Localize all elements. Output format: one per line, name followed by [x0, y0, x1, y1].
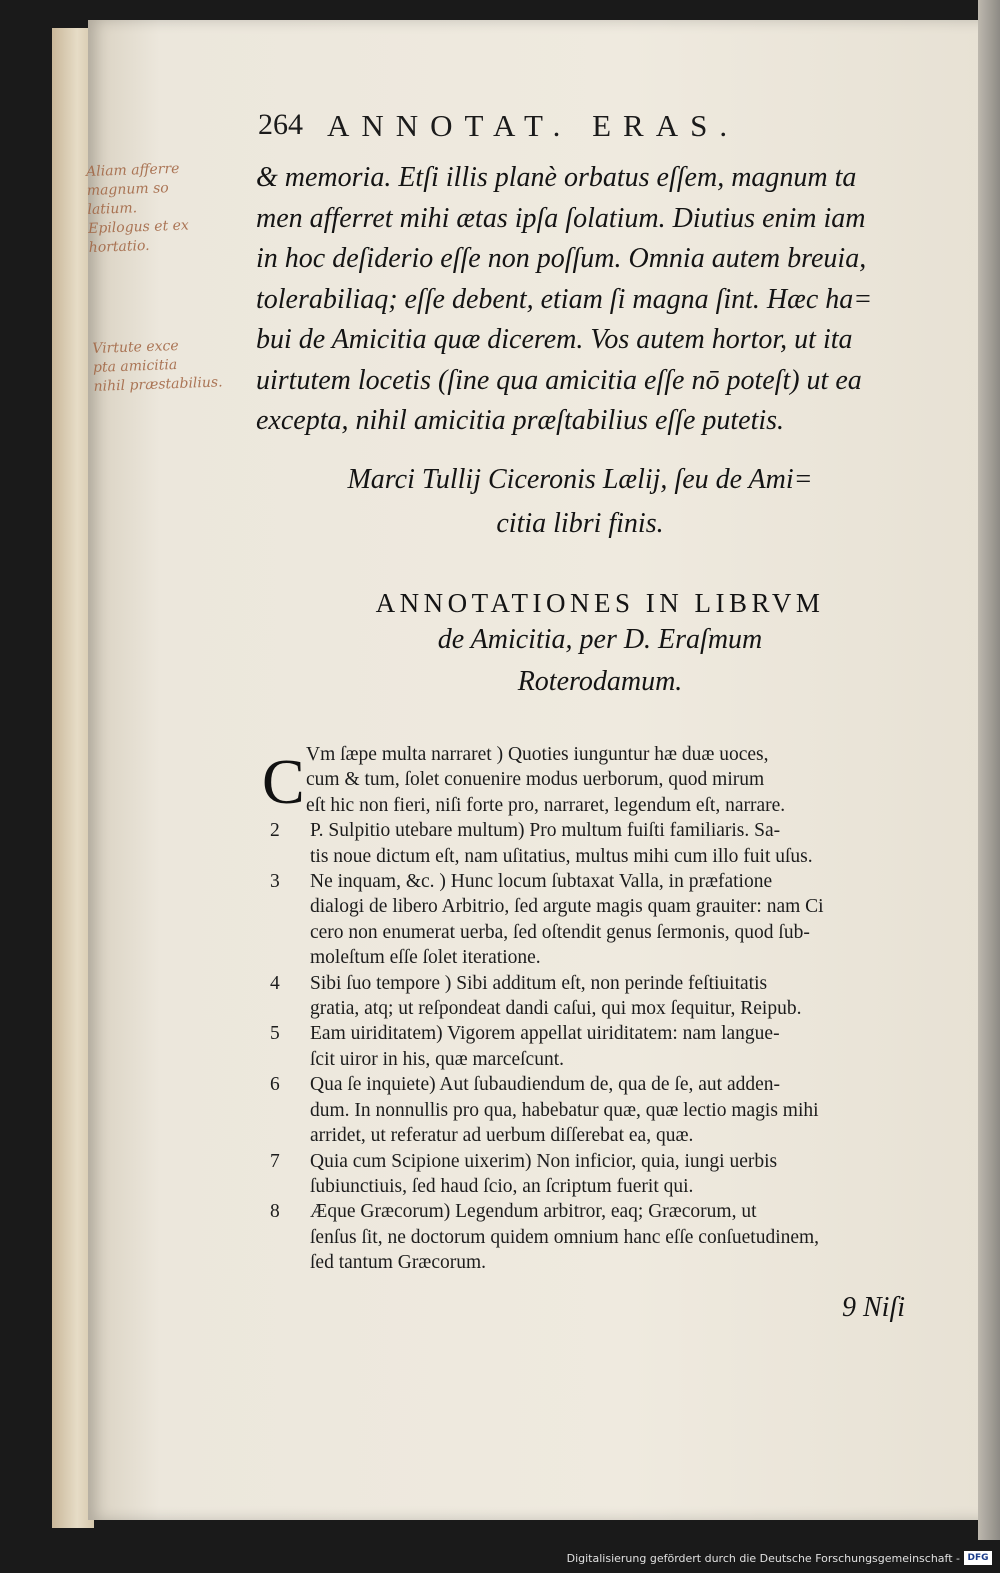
note-line [270, 869, 938, 894]
note-text: cum & tum, ſolet conuenire modus uerborum, quod mirum [306, 769, 765, 791]
note-line [270, 920, 938, 945]
drop-capital: C [262, 746, 305, 817]
note-line [270, 767, 938, 792]
note-text: Vm ſæpe multa narraret ) Quoties iunguntur hæ duæ uoces, [306, 744, 769, 765]
note-text: ſubiunctiuis, ſed haud ſcio, an ſcriptum fuerit qui. [310, 1175, 694, 1197]
colophon [300, 458, 860, 546]
note-line [270, 818, 938, 843]
note-line [270, 1174, 938, 1199]
margin-note-group-1 [86, 157, 259, 258]
note-text: dum. In nonnullis pro qua, habebatur quæ, quæ lectio magis mihi [310, 1099, 819, 1121]
note-text: dialogi de libero Arbitrio, ſed argute magis quam grauiter: nam Ci [310, 896, 824, 918]
note-number: 4 [270, 972, 280, 994]
note-text: Qua ſe inquiete) Aut ſubaudiendum de, qua de ſe, aut adden- [310, 1074, 781, 1096]
catchword: 9 Niſi [842, 1292, 906, 1323]
note-line [270, 894, 938, 919]
note-line [270, 1149, 938, 1174]
colophon-line: Marci Tullij Ciceronis Lælij, ſeu de Ami= [347, 464, 813, 495]
text-line: bui de Amicitia quæ dicerem. Vos autem hortor, ut ita [256, 324, 853, 355]
note-text: ſcit uiror in his, quæ marceſcunt. [310, 1048, 564, 1070]
note-line [270, 1250, 938, 1275]
text-line: uirtutem locetis (ſine qua amicitia eſſe nō poteſt) ut ea [256, 364, 862, 396]
note-text: ſed tantum Græcorum. [310, 1252, 487, 1274]
note-line [270, 1123, 938, 1148]
text-line: men afferret mihi ætas ipſa ſolatium. Diutius enim iam [256, 202, 866, 234]
text-line: tolerabiliaq; eſſe debent, etiam ſi magna ſint. Hæc ha= [256, 283, 873, 315]
footer-credit: Digitalisierung gefördert durch die Deutsche Forschungsgemeinschaft - [566, 1552, 960, 1565]
note-number: 8 [270, 1201, 280, 1223]
note-text: Æque Græcorum) Legendum arbitror, eaq; Græcorum, ut [310, 1201, 757, 1223]
note-number: 7 [270, 1150, 280, 1172]
closing-text [256, 158, 936, 442]
margin-note-line: latium. [87, 200, 138, 219]
section-title-line: Roterodamum. [517, 666, 683, 697]
note-text: P. Sulpitio utebare multum) Pro multum fuiſti familiaris. Sa- [310, 820, 781, 842]
note-text: Quia cum Scipione uixerim) Non inficior, quia, iungi uerbis [310, 1150, 778, 1172]
note-text: arridet, ut referatur ad uerbum diſſerebat ea, quæ. [310, 1125, 694, 1147]
note-number: 5 [270, 1023, 280, 1045]
section-title-caps: ANNOTATIONES IN LIBRVM [375, 588, 825, 618]
running-head [258, 108, 848, 144]
note-line [270, 1199, 938, 1224]
margin-note-line: magnum so [86, 180, 170, 200]
note-number: 2 [270, 820, 280, 842]
section-title-line: de Amicitia, per D. Eraſmum [437, 624, 763, 655]
note-line [270, 945, 938, 970]
annotation-notes [270, 742, 938, 1276]
page-number: 264 [258, 108, 303, 141]
scan-edge [978, 0, 1000, 1540]
colophon-line: citia libri finis. [496, 508, 664, 539]
margin-note-line: Aliam afferre [85, 160, 180, 181]
note-number: 3 [270, 871, 280, 893]
note-line [270, 971, 938, 996]
text-line: excepta, nihil amicitia præſtabilius eſſe putetis. [256, 405, 785, 436]
note-line [270, 793, 938, 818]
note-text: Sibi ſuo tempore ) Sibi additum eſt, non perinde feſtiuitatis [310, 972, 768, 994]
note-line [270, 1225, 938, 1250]
note-text: cero non enumerat uerba, ſed oſtendit genus ſermonis, quod ſub- [310, 921, 810, 943]
margin-note-line: pta amicitia [92, 356, 178, 376]
note-line [270, 1021, 938, 1046]
margin-note-line: nihil præstabilius. [93, 374, 223, 395]
note-text: gratia, atq; ut reſpondeat dandi caſui, qui mox ſequitur, Reipub. [310, 998, 802, 1020]
note-text: tis noue dictum eſt, nam uſitatius, multus mihi cum illo fuit uſus. [310, 845, 813, 867]
text-line: in hoc deſiderio eſſe non poſſum. Omnia autem breuia, [256, 243, 867, 274]
text-line: & memoria. Etſi illis planè orbatus eſſem, magnum ta [256, 162, 857, 193]
dfg-logo: DFG [964, 1551, 992, 1565]
note-line [270, 996, 938, 1021]
handwritten-margin-notes [86, 157, 264, 405]
note-line [270, 742, 938, 767]
note-number: 6 [270, 1074, 280, 1096]
margin-note-line: hortatio. [88, 237, 150, 256]
margin-note-line: Epilogus et ex [87, 217, 190, 237]
note-line [270, 1098, 938, 1123]
section-title [300, 588, 900, 703]
note-text: ſenſus ſit, ne doctorum quidem omnium hanc eſſe conſuetudinem, [310, 1226, 820, 1248]
margin-note-line: Virtute exce [92, 337, 179, 357]
note-text: Ne inquam, &c. ) Hunc locum ſubtaxat Valla, in præfatione [310, 871, 773, 893]
note-text: eſt hic non fieri, niſi forte pro, narraret, legendum eſt, narrare. [306, 794, 786, 816]
note-line [270, 844, 938, 869]
note-line [270, 1072, 938, 1097]
running-head-title: ANNOTAT. ERAS. [327, 108, 740, 143]
note-text: Eam uiriditatem) Vigorem appellat uiriditatem: nam langue- [310, 1023, 780, 1045]
margin-note-group-2 [92, 334, 264, 397]
note-text: moleſtum eſſe ſolet iteratione. [310, 947, 541, 969]
note-line [270, 1047, 938, 1072]
